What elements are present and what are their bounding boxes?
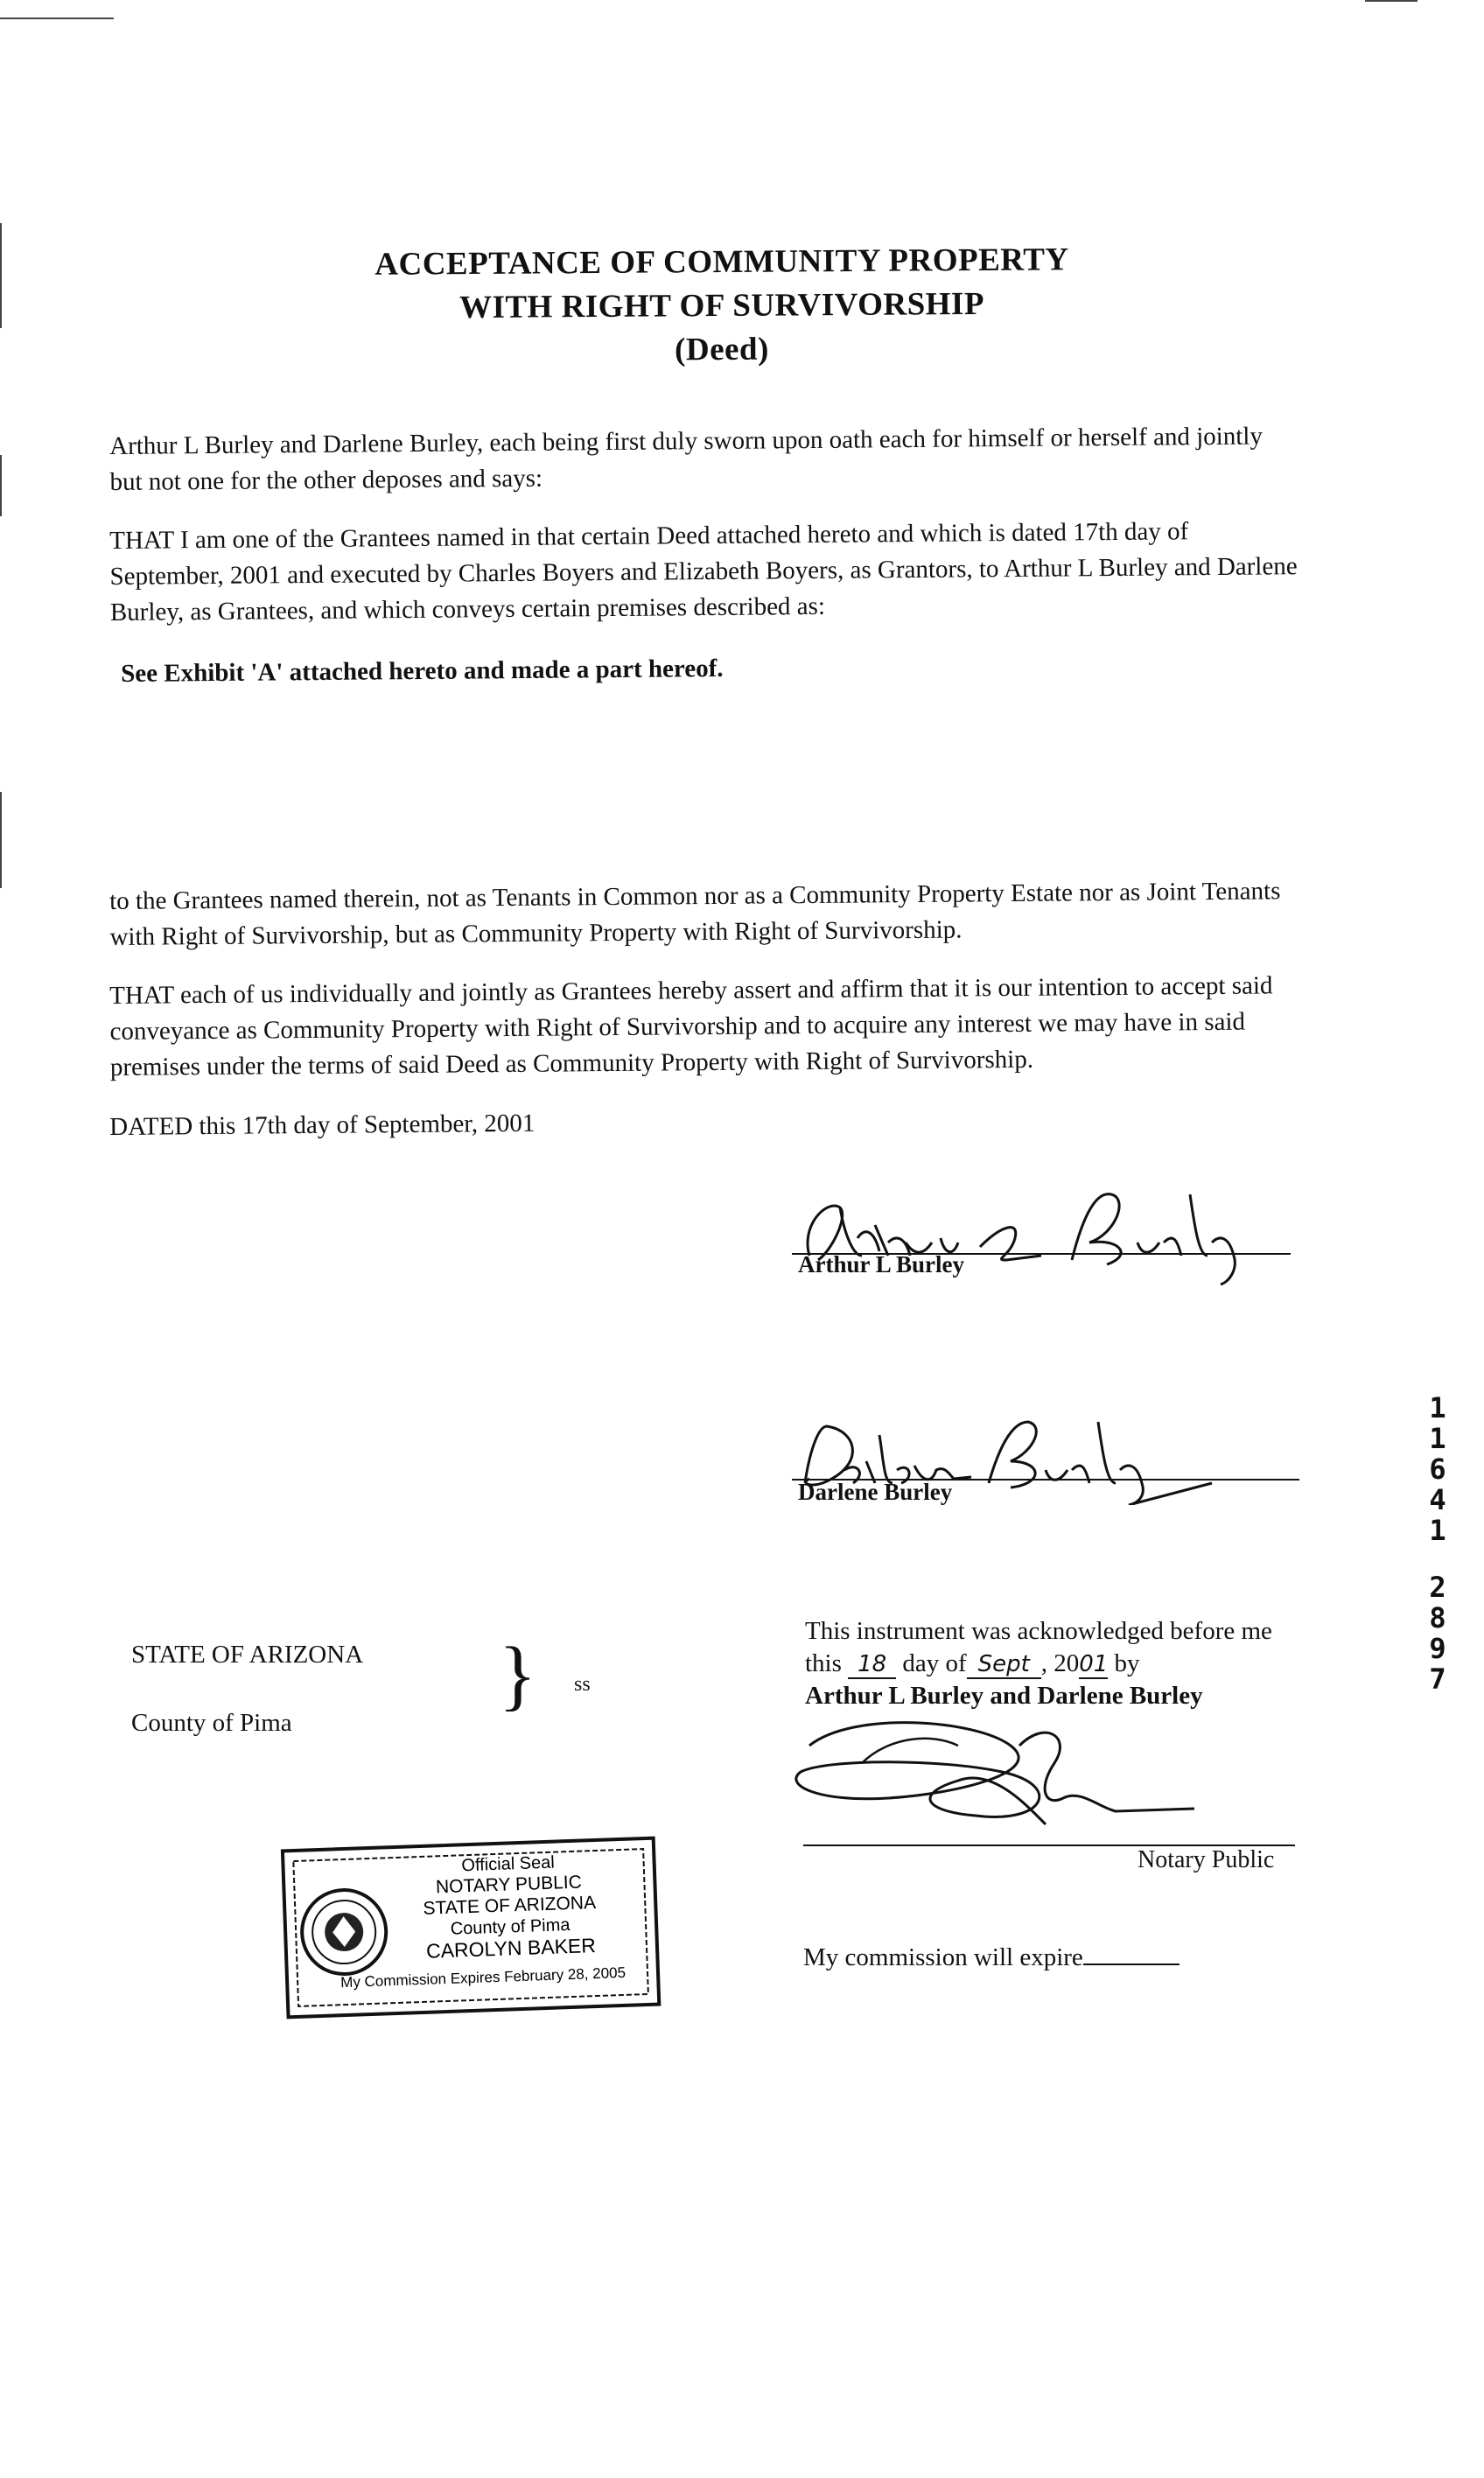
commission-expire-line <box>803 1941 1180 1972</box>
scan-mark <box>1365 0 1418 2</box>
recording-digit: 7 <box>1429 1662 1446 1696</box>
recording-digit: 8 <box>1429 1601 1446 1634</box>
intention-paragraph: THAT each of us individually and jointly as Grantees hereby assert and affirm that it is our intention to accept said conveyance as Community Property with Right of Survivorship and to acquire any interest we may have in said premises under the terms of said Deed as Community Property with Right of Survivorship. <box>109 971 1273 1082</box>
acknowledgment-date-line <box>805 1649 1140 1679</box>
commission-blank <box>1083 1941 1180 1965</box>
scan-mark <box>0 18 114 19</box>
recording-digit: 1 <box>1429 1514 1446 1547</box>
notary-public-label: Notary Public <box>1138 1846 1275 1873</box>
recording-digit: 9 <box>1429 1632 1446 1665</box>
intro-paragraph: Arthur L Burley and Darlene Burley, each being first duly sworn upon oath each for himself or herself and jointly but not one for the other deposes and says: <box>109 422 1264 496</box>
day-of-word: day of <box>902 1649 967 1677</box>
seal-line-4: County of Pima <box>450 1915 570 1939</box>
recording-digit: 1 <box>1429 1422 1446 1455</box>
grantees-tenancy-paragraph: to the Grantees named therein, not as Tenants in Common nor as a Community Property Estate nor as Joint Tenants with Right of Survivorship, but as Community Property with Right of Survivorship. <box>109 877 1281 951</box>
grantee-paragraph: THAT I am one of the Grantees named in that certain Deed attached hereto and which is dated 17th day of September, 2001 and executed by Charles Boyers and Elizabeth Boyers, as Grantors, to Arthur L Burley and Darlene Burley, as Grantees, and which conveys certain premises described as: <box>109 517 1298 626</box>
venue-county: County of Pima <box>131 1709 292 1737</box>
seal-line-2: NOTARY PUBLIC <box>435 1872 583 1898</box>
dated-line: DATED this 17th day of September, 2001 <box>109 1109 536 1141</box>
notary-signature <box>783 1711 1221 1842</box>
acknowledgment-line: This instrument was acknowledged before me <box>805 1617 1272 1645</box>
seal-line-6: My Commission Expires February 28, 2005 <box>340 1964 626 1992</box>
commission-label: My commission will expire <box>803 1943 1083 1971</box>
signer-name-arthur: Arthur L Burley <box>798 1251 965 1278</box>
seal-line-5: CAROLYN BAKER <box>425 1934 597 1963</box>
venue-ss: ss <box>574 1673 591 1696</box>
scan-mark <box>0 792 2 888</box>
recording-digit: 1 <box>1429 1391 1446 1424</box>
recording-digit: 6 <box>1429 1452 1446 1486</box>
seal-line-3: STATE OF ARIZONA <box>423 1893 597 1919</box>
recording-digit: 2 <box>1429 1571 1446 1604</box>
seal-line-1: Official Seal <box>461 1852 556 1876</box>
page-title-line-1: ACCEPTANCE OF COMMUNITY PROPERTY <box>374 242 1069 283</box>
acknowledgment-month: Sept <box>967 1651 1041 1679</box>
notary-seal-stamp <box>278 1829 663 2021</box>
recording-digit: 4 <box>1429 1483 1446 1516</box>
page-title-line-3: (Deed) <box>674 331 770 368</box>
signer-name-darlene: Darlene Burley <box>798 1479 953 1505</box>
venue-state: STATE OF ARIZONA <box>131 1641 364 1669</box>
scan-mark <box>0 455 2 516</box>
acknowledgment-year: 01 <box>1079 1651 1109 1677</box>
this-word: this <box>805 1649 842 1677</box>
page-title-line-2: WITH RIGHT OF SURVIVORSHIP <box>458 285 985 326</box>
exhibit-reference: See Exhibit 'A' attached hereto and made a part hereof. <box>121 654 724 688</box>
acknowledgment-day: 18 <box>848 1651 896 1679</box>
year-prefix: , 20 <box>1040 1649 1080 1677</box>
by-word: by <box>1114 1649 1140 1677</box>
venue-brace: } <box>499 1632 537 1718</box>
acknowledgment-names: Arthur L Burley and Darlene Burley <box>805 1682 1203 1710</box>
